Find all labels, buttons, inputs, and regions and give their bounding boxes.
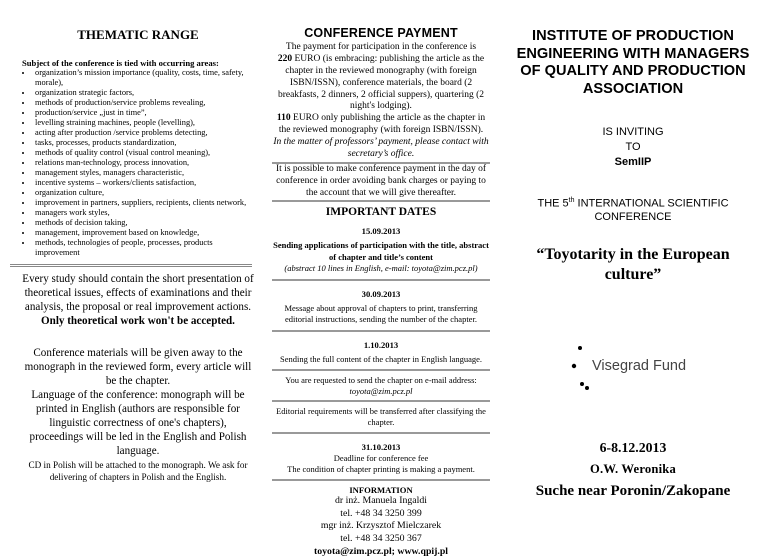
pay-note: It is possible to make conference payment in the day of conference in order avoiding bank charges or paying to the account that we will give thereafter. xyxy=(276,163,486,198)
inviting-to: TO xyxy=(625,140,641,153)
institute-name: INSTITUTE OF PRODUCTION ENGINEERING WITH MANAGERS OF QUALITY AND PRODUCTION ASSOCIATION xyxy=(516,28,750,97)
payment-text xyxy=(272,42,490,161)
contact-block xyxy=(272,495,490,559)
divider xyxy=(272,400,490,402)
contact-email-website[interactable]: toyota@zim.pcz.pl; www.qpij.pl xyxy=(313,545,449,557)
divider xyxy=(272,279,490,281)
pay-line2: EURO (is embracing: publishing the article as the chapter in the reviewed monography (with foreign ISBN/ISSN), conference materials, the board (2 breakfasts, 2 dinners, 2 official suppers), quartering (2 night's lodging). xyxy=(277,53,485,112)
conference-dates: 6-8.12.2013 xyxy=(599,440,667,455)
conference-ordinal: th xyxy=(568,196,575,204)
conference-type: INTERNATIONAL SCIENTIFIC CONFERENCE xyxy=(574,197,729,224)
right-column xyxy=(513,0,753,543)
study-requirements xyxy=(22,273,254,329)
topic-item: • methods, technologies of people, processes, products improvement xyxy=(33,238,254,258)
pay-amount-publish: 110 xyxy=(276,113,291,124)
topic-item: • relations man-technology, process innovation, xyxy=(33,158,254,168)
conference-edition xyxy=(513,196,753,225)
middle-column xyxy=(272,0,490,557)
pay-line1: The payment for participation in the conference is xyxy=(285,42,477,52)
conference-place: Suche near Poronin/Zakopane xyxy=(535,483,731,499)
divider xyxy=(272,369,490,371)
inviting-block xyxy=(513,125,753,170)
date-3-request: You are requested to send the chapter on e-mail address: xyxy=(285,374,477,385)
date-4-deadline: Deadline for conference fee xyxy=(333,452,429,463)
topic-item: • management styles, managers characteristic, xyxy=(33,168,254,178)
date-4-condition: The condition of chapter printing is making a payment. xyxy=(287,463,475,474)
conference-title: “Toyotarity in the European culture” xyxy=(536,245,730,283)
contact-name-2: mgr inż. Krzysztof Mielczarek xyxy=(320,520,442,532)
topic-item: • methods of decision taking, xyxy=(33,218,254,228)
contact-phone-2: tel. +48 34 3250 367 xyxy=(340,533,422,545)
materials-text: Conference materials will be given away to the monograph in the reviewed form, every article will be the chapter. xyxy=(24,347,252,388)
date-4: 31.10.2013 xyxy=(361,441,401,452)
cd-info: CD in Polish will be attached to the monograph. We ask for delivering of chapters in Polish and the English. xyxy=(28,459,248,482)
payment-heading: CONFERENCE PAYMENT xyxy=(304,26,458,40)
left-column xyxy=(22,0,254,543)
language-text: Language of the conference: monograph will be printed in English (authors are responsible for linguistic correctness of one's chapters), proceedings will be led in the English and Polish language. xyxy=(29,389,247,457)
date-3-text: Sending the full content of the chapter in English language. xyxy=(279,354,483,365)
pay-amount-full: 220 xyxy=(277,53,293,64)
topic-item: • tasks, processes, products standardization, xyxy=(33,138,254,148)
topic-item: • improvement in partners, suppliers, recipients, clients network, xyxy=(33,198,254,208)
topic-item: • methods of quality control (visual control meaning), xyxy=(33,148,254,158)
divider xyxy=(272,200,490,202)
inviting-is: IS INVITING xyxy=(602,126,664,138)
date-3-email[interactable]: toyota@zim.pcz.pl xyxy=(349,385,413,396)
organizer-semiip: SemIIP xyxy=(614,155,652,168)
conference-venue: O.W. Weronika xyxy=(589,462,676,476)
study-warning: Only theoretical work won't be accepted. xyxy=(41,315,235,328)
date-1: 15.09.2013 xyxy=(361,226,401,237)
topic-item: • levelling straining machines, people (levelling), xyxy=(33,118,254,128)
important-dates-heading: IMPORTANT DATES xyxy=(325,206,437,219)
date-1-text xyxy=(272,240,490,274)
visegrad-fund-logo xyxy=(568,342,698,392)
topic-item: • organization’s mission importance (quality, costs, time, safety, morale), xyxy=(33,68,254,88)
topics-list xyxy=(22,68,254,258)
topic-item: • incentive systems – workers/clients satisfaction, xyxy=(33,178,254,188)
information-heading: INFORMATION xyxy=(349,485,413,495)
contact-name-1: dr inż. Manuela Ingaldi xyxy=(335,495,427,506)
conference-the: THE 5 xyxy=(537,197,569,210)
contact-phone-1: tel. +48 34 3250 399 xyxy=(340,507,422,519)
date-3-email-text xyxy=(272,375,490,397)
topic-item: • methods of production/service problems revealing, xyxy=(33,98,254,108)
topic-item: • management, improvement based on knowledge, xyxy=(33,228,254,238)
topic-item: • managers work styles, xyxy=(33,208,254,218)
divider xyxy=(272,479,490,481)
materials-info xyxy=(22,347,254,459)
date-3: 1.10.2013 xyxy=(363,340,399,351)
pay-line3: EURO only publishing the article as the chapter in the reviewed monography (with foreign ISBN/ISSN). xyxy=(278,113,486,136)
date-2-text: Message about approval of chapters to print, transferring editorial instructions, sending the number of the chapter. xyxy=(284,303,478,325)
date-1-abstract: (abstract 10 lines in English, e-mail: toyota@zim.pcz.pl) xyxy=(284,262,478,273)
study-text: Every study should contain the short presentation of theoretical issues, effects of examinations and their analysis, the proposal or real improvement actions. xyxy=(22,273,254,314)
divider xyxy=(10,264,252,267)
date-3-editorial: Editorial requirements will be transferred after classifying the chapter. xyxy=(276,406,486,428)
thematic-range-heading: THEMATIC RANGE xyxy=(77,27,199,42)
topic-item: • production/service „just in time”, xyxy=(33,108,254,118)
topic-item: • organization culture, xyxy=(33,188,254,198)
topic-item: • acting after production /service problems detecting, xyxy=(33,128,254,138)
topic-item: • organization strategic factors, xyxy=(33,88,254,98)
subject-intro: Subject of the conference is tied with occurring areas: xyxy=(22,58,219,68)
date-2: 30.09.2013 xyxy=(361,289,401,300)
date-1-main: Sending applications of participation with the title, abstract of chapter and title’s content xyxy=(273,240,489,262)
divider xyxy=(272,432,490,434)
pay-professors-note: In the matter of professors’ payment, please contact with secretary’s office. xyxy=(273,137,489,159)
logo-text: Visegrad Fund xyxy=(592,358,687,374)
divider xyxy=(272,330,490,332)
date-4-text xyxy=(272,453,490,475)
